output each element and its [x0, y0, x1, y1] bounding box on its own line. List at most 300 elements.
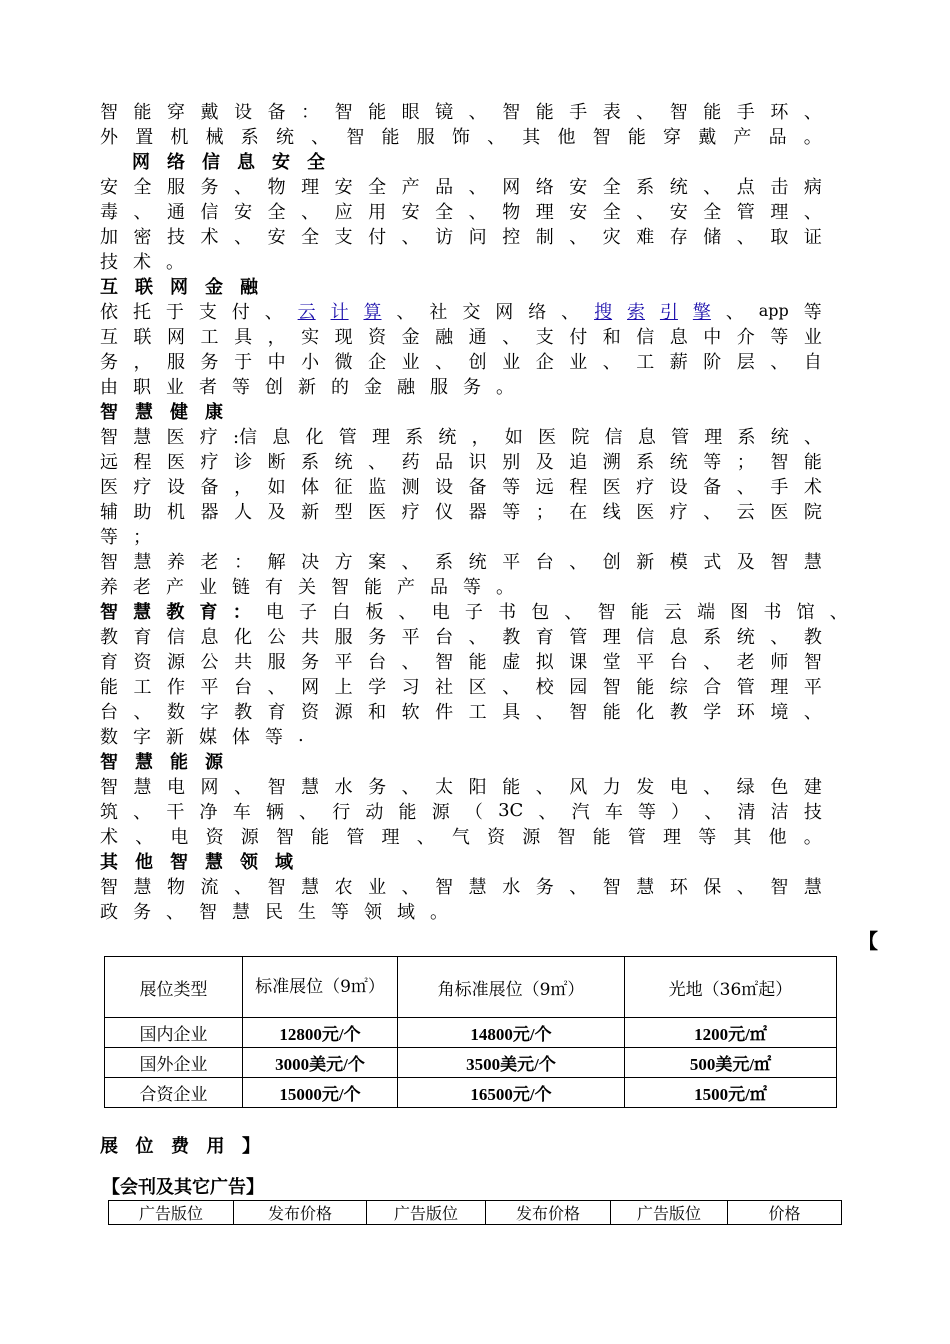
text-char: 业	[569, 351, 588, 373]
text-char: 击	[770, 176, 789, 198]
text-char: 模	[669, 551, 688, 573]
text-char: 络	[528, 301, 547, 323]
ads-price-table	[108, 1200, 842, 1225]
text-char: 医	[602, 476, 621, 498]
text-char: 戴	[698, 126, 717, 148]
text-char: 械	[205, 126, 224, 148]
text-char: 医	[166, 426, 185, 448]
text-line	[100, 873, 822, 898]
text-char: 平	[200, 676, 219, 698]
text-char: 药	[401, 451, 420, 473]
table-row	[105, 1078, 837, 1108]
text-char: ，	[267, 326, 286, 348]
text-char: 数	[167, 701, 186, 723]
text-char: 安	[569, 201, 588, 223]
text-char: 疗	[636, 476, 655, 498]
text-char: 外	[100, 126, 118, 148]
bracket-open: 【	[858, 929, 878, 953]
text-char: 体	[232, 726, 250, 748]
text-char: 、	[299, 801, 318, 823]
text-char: 工	[468, 701, 487, 723]
text-char: 产	[733, 126, 752, 148]
text-line	[100, 773, 822, 798]
link-text[interactable]: 云	[297, 301, 316, 323]
text-char: 上	[334, 676, 353, 698]
text-char: 、	[829, 601, 848, 623]
text-char: 智	[100, 601, 118, 623]
text-char: 、	[234, 776, 253, 798]
text-char: 关	[298, 576, 316, 598]
text-char: 智	[275, 826, 294, 848]
text-char: 融	[397, 376, 415, 398]
text-char: 领	[364, 901, 382, 923]
text-char: 监	[368, 476, 387, 498]
text-char: 务	[133, 901, 151, 923]
text-char: 、	[770, 626, 789, 648]
text-char: 管	[671, 426, 690, 448]
text-char: 能	[703, 101, 722, 123]
text-char: 教	[803, 626, 822, 648]
text-char: 干	[166, 801, 185, 823]
text-char: 网	[167, 326, 186, 348]
text-char: 托	[132, 301, 151, 323]
text-char: 工	[133, 676, 152, 698]
text-char: 金	[364, 376, 382, 398]
text-char: 、	[234, 876, 253, 898]
text-char: 慧	[135, 401, 153, 423]
header-booth-type: 展位类型	[105, 957, 243, 1018]
text-line	[100, 598, 848, 623]
text-char: 智	[346, 126, 365, 148]
text-char: 息	[637, 426, 656, 448]
text-char: 环	[736, 701, 755, 723]
text-char: 助	[133, 501, 152, 523]
text-char: 政	[100, 901, 118, 923]
text-char: 如	[504, 426, 523, 448]
text-char: 智	[770, 451, 789, 473]
text-char: 化	[636, 701, 655, 723]
text-line	[100, 298, 822, 323]
text-char: 信	[604, 426, 623, 448]
text-char: 息	[200, 626, 219, 648]
text-char: 统	[275, 126, 294, 148]
cell-price: 16500元/个	[398, 1078, 625, 1108]
text-char: 、	[502, 326, 521, 348]
text-char: 术	[133, 251, 151, 273]
text-char: 全	[368, 176, 387, 198]
text-char: 中	[267, 351, 286, 373]
text-line	[100, 523, 822, 548]
text-char: 线	[602, 501, 621, 523]
text-line	[100, 473, 822, 498]
text-char: 辆	[265, 801, 284, 823]
text-char: 、	[703, 176, 722, 198]
text-char: 控	[502, 226, 521, 248]
text-char: 智	[170, 851, 188, 873]
text-char: 保	[703, 876, 722, 898]
header-raw-space: 光地（36㎡起）	[625, 957, 837, 1018]
text-char: 。	[166, 251, 184, 273]
text-char: 云	[663, 601, 682, 623]
text-char: 备	[468, 476, 487, 498]
text-char: 、	[703, 501, 722, 523]
text-char: 产	[397, 576, 415, 598]
link-text[interactable]: 索	[627, 301, 645, 323]
text-line	[100, 623, 822, 648]
text-char: 智	[770, 876, 789, 898]
text-char: 老	[133, 576, 151, 598]
text-char: 程	[133, 451, 152, 473]
text-line	[100, 548, 822, 573]
text-char: 能	[502, 776, 521, 798]
text-char: 现	[334, 326, 353, 348]
text-line	[100, 323, 822, 348]
text-char: 能	[381, 126, 400, 148]
cell-price: 12800元/个	[243, 1018, 398, 1048]
text-char: 理	[704, 426, 723, 448]
text-line	[100, 698, 822, 723]
cell-price: 500美元/㎡	[625, 1048, 837, 1078]
text-char: 融	[435, 326, 454, 348]
text-char: 、	[301, 201, 320, 223]
text-char: 物	[502, 201, 521, 223]
text-char: 全	[307, 151, 325, 173]
text-char: 务	[368, 776, 387, 798]
text-char: 综	[669, 676, 688, 698]
text-char: 、	[401, 776, 420, 798]
text-char: 统	[736, 626, 755, 648]
text-char: 健	[170, 401, 188, 423]
text-char: 依	[100, 301, 118, 323]
link-text[interactable]: 擎	[692, 301, 711, 323]
text-char: 程	[569, 476, 588, 498]
text-char: 平	[636, 651, 655, 673]
text-char: 、	[704, 801, 723, 823]
text-char: 器	[200, 501, 219, 523]
text-char: 台	[234, 676, 253, 698]
text-char: 能	[602, 701, 621, 723]
text-char: 、	[561, 301, 580, 323]
text-char: 堂	[602, 651, 621, 673]
text-char: 育	[199, 601, 218, 623]
text-char: 体	[301, 476, 320, 498]
text-char: 饰	[451, 126, 470, 148]
text-char: 联	[135, 276, 153, 298]
text-char: 医	[770, 501, 789, 523]
text-char: 平	[401, 626, 420, 648]
text-char: 书	[763, 601, 782, 623]
text-char: 。	[496, 576, 514, 598]
text-char: 品	[430, 576, 448, 598]
text-char: 及	[535, 451, 554, 473]
text-char: 安	[267, 226, 286, 248]
text-char: 管	[338, 426, 357, 448]
cell-price: 15000元/个	[243, 1078, 398, 1108]
link-text[interactable]: 引	[659, 301, 678, 323]
text-char: 、	[535, 776, 554, 798]
text-char: 仪	[435, 501, 454, 523]
text-char: 慧	[232, 901, 250, 923]
text-char: 于	[165, 301, 184, 323]
text-char: 付	[231, 301, 250, 323]
text-char: 等	[100, 526, 118, 548]
text-char: 太	[435, 776, 454, 798]
text-char: 智	[502, 101, 521, 123]
text-char: 服	[334, 626, 353, 648]
text-char: 化	[305, 426, 324, 448]
text-char: 等	[265, 726, 283, 748]
text-char: 金	[205, 276, 223, 298]
text-char: 智	[267, 876, 286, 898]
text-char: 色	[770, 776, 789, 798]
text-char: 管	[736, 676, 755, 698]
text-char: 源	[240, 826, 259, 848]
text-char: 院	[803, 501, 822, 523]
text-char: 服	[416, 126, 435, 148]
table-header-row	[105, 957, 837, 1018]
text-char: 等	[637, 801, 656, 823]
text-char: 智	[597, 601, 616, 623]
text-char: 源	[334, 701, 353, 723]
text-char: 备	[703, 476, 722, 498]
text-char: 新	[166, 726, 184, 748]
text-char: 、	[435, 351, 454, 373]
text-char: 微	[334, 351, 353, 373]
text-char: 等	[703, 451, 722, 473]
text-char: 水	[502, 876, 521, 898]
text-char: 能	[364, 576, 382, 598]
text-char: 、	[468, 176, 487, 198]
text-char: 疗	[401, 501, 420, 523]
text-char: 设	[234, 101, 253, 123]
text-char: 系	[737, 426, 756, 448]
text-char: 如	[267, 476, 286, 498]
text-char: 慧	[301, 876, 320, 898]
text-char: 置	[135, 126, 154, 148]
text-char: 灾	[602, 226, 621, 248]
text-line	[100, 198, 822, 223]
text-char: 支	[535, 326, 554, 348]
text-char: 融	[240, 276, 258, 298]
text-line	[100, 673, 822, 698]
text-char: 付	[569, 326, 588, 348]
text-char: 境	[770, 701, 789, 723]
text-char: 安	[569, 176, 588, 198]
text-char: 智	[602, 676, 621, 698]
text-line	[100, 573, 822, 598]
text-char: 业	[803, 326, 822, 348]
text-char: 教	[669, 701, 688, 723]
text-char: 术	[200, 226, 219, 248]
text-char: 管	[736, 201, 755, 223]
text-char: 领	[240, 851, 258, 873]
text-char: 统	[438, 426, 457, 448]
header-ad-position: 广告版位	[611, 1201, 728, 1225]
text-line	[100, 723, 822, 748]
link-text[interactable]: 搜	[594, 301, 613, 323]
text-char: 智	[100, 401, 118, 423]
text-char: 、	[535, 701, 554, 723]
text-char: 气	[451, 826, 470, 848]
text-char: 、	[401, 226, 420, 248]
header-ad-price: 发布价格	[486, 1201, 611, 1225]
text-char: （	[464, 801, 483, 823]
text-char: 慧	[133, 551, 152, 573]
text-char: 电	[669, 776, 688, 798]
text-char: 戴	[200, 101, 219, 123]
text-char: 企	[535, 351, 554, 373]
text-char: 智	[770, 551, 789, 573]
text-char: 新	[636, 551, 655, 573]
text-line	[100, 223, 822, 248]
text-char: 、	[133, 701, 152, 723]
text-char: 智	[669, 101, 688, 123]
text-char: 产	[166, 576, 184, 598]
text-char: 智	[100, 751, 118, 773]
text-char: 洁	[770, 801, 789, 823]
text-char: 智	[100, 551, 118, 573]
text-char: 公	[267, 626, 286, 648]
text-char: 老	[736, 651, 755, 673]
text-char: 等	[803, 301, 822, 323]
text-char: ：	[234, 551, 253, 573]
text-char: 网	[495, 301, 514, 323]
text-char: 穿	[167, 101, 186, 123]
text-char: ）	[671, 801, 690, 823]
booth-price-table	[104, 956, 837, 1108]
text-char: 薪	[669, 351, 688, 373]
text-char: 理	[381, 826, 400, 848]
text-char: 理	[301, 176, 320, 198]
text-char: 、	[736, 476, 755, 498]
text-char: 医	[167, 451, 186, 473]
text-char: 证	[803, 226, 822, 248]
text-char: 筑	[100, 801, 118, 823]
cell-price: 1500元/㎡	[625, 1078, 837, 1108]
text-char: 能	[627, 126, 646, 148]
text-char: 民	[265, 901, 283, 923]
text-char: 园	[569, 676, 588, 698]
text-char: 远	[535, 476, 554, 498]
text-char: 、	[396, 301, 415, 323]
text-char: 技	[803, 801, 822, 823]
text-char: 他	[557, 126, 576, 148]
header-corner-booth: 角标准展位（9㎡）	[398, 957, 625, 1018]
text-char: 人	[234, 501, 253, 523]
text-char: 教	[166, 601, 185, 623]
text-char: 其	[733, 826, 752, 848]
text-char: 于	[234, 351, 253, 373]
text-char: 互	[100, 276, 118, 298]
text-char: 统	[669, 176, 688, 198]
text-char: 阳	[468, 776, 487, 798]
section-title-booth-fee	[100, 1132, 260, 1158]
text-char: 网	[200, 776, 219, 798]
text-line	[100, 423, 822, 448]
text-char: 域	[275, 851, 293, 873]
text-line	[100, 173, 822, 198]
text-char: 、	[636, 201, 655, 223]
text-char: 支	[198, 301, 217, 323]
text-char: 信	[167, 626, 186, 648]
text-char: 社	[435, 676, 454, 698]
text-char: 端	[697, 601, 716, 623]
text-char: 、	[468, 201, 487, 223]
text-line	[100, 248, 822, 273]
text-char: 、	[736, 876, 755, 898]
text-char: 安	[272, 151, 290, 173]
text-char: 毒	[100, 201, 118, 223]
text-char: ：	[232, 601, 251, 623]
text-char: 智	[267, 776, 286, 798]
title-char: 】	[242, 1136, 260, 1157]
text-char: 、	[569, 551, 588, 573]
text-char: 务	[301, 651, 320, 673]
link-text[interactable]: 计	[330, 301, 349, 323]
text-char: 、	[234, 226, 253, 248]
text-char: 包	[531, 601, 550, 623]
text-char: 拟	[535, 651, 554, 673]
text-char: 资	[133, 651, 152, 673]
text-char: 共	[234, 651, 253, 673]
text-char: 及	[736, 551, 755, 573]
text-char: ；	[736, 451, 755, 473]
text-char: 等	[770, 326, 789, 348]
text-char: 信	[636, 326, 655, 348]
text-char: 息	[272, 426, 291, 448]
text-char: 由	[100, 376, 118, 398]
text-char: 等	[463, 576, 481, 598]
text-char: 业	[199, 576, 217, 598]
link-text[interactable]: 算	[363, 301, 382, 323]
text-char: 络	[167, 151, 185, 173]
cell-price: 14800元/个	[398, 1018, 625, 1048]
text-char: 手	[736, 101, 755, 123]
text-char: 车	[232, 801, 251, 823]
text-char: 育	[267, 701, 286, 723]
text-char: 有	[265, 576, 283, 598]
text-char: ；	[133, 526, 151, 548]
text-char: 慧	[133, 876, 152, 898]
text-char: 等	[502, 476, 521, 498]
text-char: 台	[669, 651, 688, 673]
text-char: ：	[301, 101, 320, 123]
text-char: ，	[133, 351, 152, 373]
text-char: 及	[267, 501, 286, 523]
text-char: 联	[133, 326, 152, 348]
text-char: 源	[205, 751, 223, 773]
heading-internet-finance	[100, 273, 822, 298]
table-header-row	[109, 1201, 842, 1225]
text-char: 疗	[669, 501, 688, 523]
text-line	[100, 798, 822, 823]
text-char: 其	[100, 851, 118, 873]
text-char: 用	[368, 201, 387, 223]
text-char: 管	[569, 626, 588, 648]
cell-price: 1200元/㎡	[625, 1018, 837, 1048]
text-char: 务	[535, 876, 554, 898]
text-char: 、	[538, 801, 557, 823]
text-char: 能	[630, 601, 649, 623]
text-char: 访	[435, 226, 454, 248]
text-char: 平	[334, 651, 353, 673]
text-char: 平	[502, 551, 521, 573]
text-char: 环	[669, 876, 688, 898]
text-char: 净	[199, 801, 218, 823]
text-char: 疗	[133, 476, 152, 498]
text-char: 镜	[435, 101, 454, 123]
text-char: 能	[311, 826, 330, 848]
